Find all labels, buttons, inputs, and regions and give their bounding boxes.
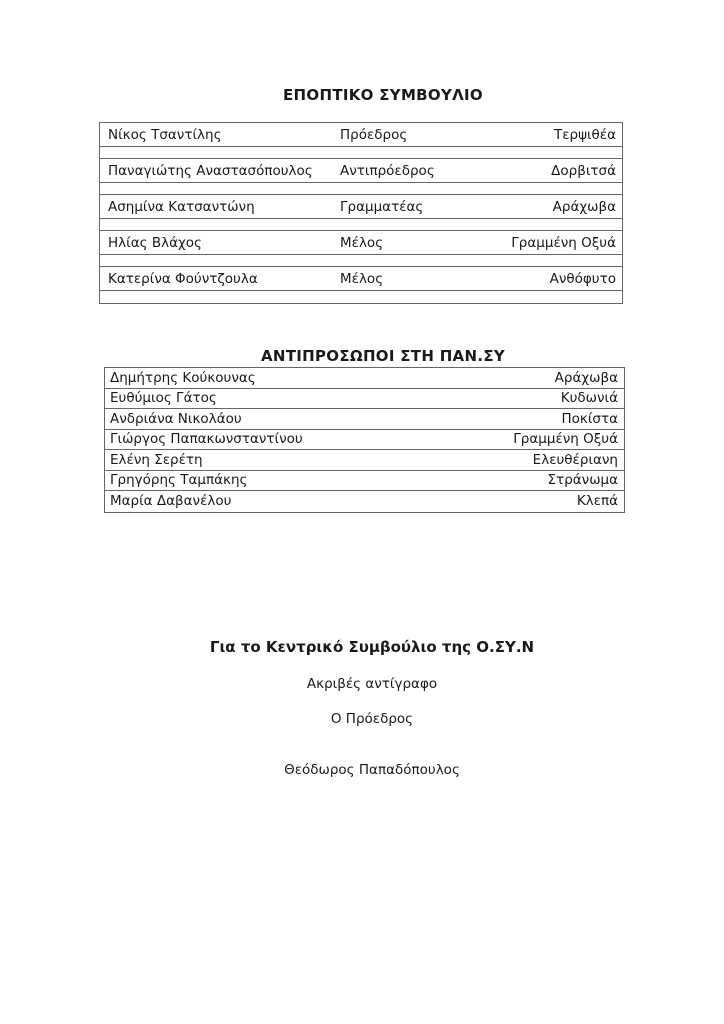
representative-name: Γρηγόρης Ταμπάκης — [110, 472, 248, 489]
table-row — [100, 159, 622, 183]
member-name: Κατερίνα Φούντζουλα — [108, 270, 258, 287]
member-name: Νίκος Τσαντίλης — [108, 126, 222, 143]
table-row — [100, 231, 622, 255]
member-role: Αντιπρόεδρος — [340, 162, 435, 179]
table-row — [100, 195, 622, 219]
member-place: Γραμμένη Οξυά — [511, 234, 616, 251]
footer-certified-copy-line: Ακριβές αντίγραφο — [306, 676, 438, 692]
representative-place: Αράχωβα — [554, 369, 618, 386]
footer-president-line: Ο Πρόεδρος — [330, 711, 414, 727]
representatives-table — [104, 367, 625, 513]
representative-place: Ελευθέριανη — [532, 451, 618, 468]
supervisory-board-title: ΕΠΟΠΤΙΚΟ ΣΥΜΒΟΥΛΙΟ — [283, 86, 483, 104]
member-role: Μέλος — [340, 270, 384, 287]
empty-row — [100, 147, 622, 159]
representative-name: Ελένη Σερέτη — [110, 451, 203, 468]
empty-row — [100, 255, 622, 267]
representative-name: Ευθύμιος Γάτος — [110, 390, 217, 407]
supervisory-board-table — [99, 122, 623, 304]
representative-place: Ποκίστα — [561, 410, 618, 427]
representative-name: Ανδριάνα Νικολάου — [110, 410, 242, 427]
representative-place: Κυδωνιά — [560, 390, 618, 407]
table-row — [105, 409, 624, 430]
member-place: Ανθόφυτο — [549, 270, 616, 287]
table-row — [105, 471, 624, 492]
member-place: Αράχωβα — [552, 198, 616, 215]
member-role: Πρόεδρος — [340, 126, 408, 143]
member-place: Δορβιτσά — [551, 162, 616, 179]
footer-central-council-line: Για το Κεντρικό Συμβούλιο της Ο.ΣΥ.Ν — [209, 638, 535, 656]
representative-place: Στράνωμα — [547, 472, 618, 489]
table-row — [105, 368, 624, 389]
empty-row — [100, 291, 622, 303]
member-name: Παναγιώτης Αναστασόπουλος — [108, 162, 313, 179]
empty-row — [100, 183, 622, 195]
member-place: Τερψιθέα — [553, 126, 616, 143]
member-role: Γραμματέας — [340, 198, 424, 215]
table-row — [105, 491, 624, 512]
representative-place: Γραμμένη Οξυά — [513, 431, 618, 448]
table-row — [100, 267, 622, 291]
member-name: Ηλίας Βλάχος — [108, 234, 202, 251]
table-row — [105, 450, 624, 471]
empty-row — [100, 219, 622, 231]
table-row — [100, 123, 622, 147]
representative-name: Γιώργος Παπακωνσταντίνου — [110, 431, 303, 448]
table-row — [105, 389, 624, 410]
member-role: Μέλος — [340, 234, 384, 251]
representative-place: Κλεπά — [576, 493, 618, 510]
footer-signatory-name: Θεόδωρος Παπαδόπουλος — [284, 762, 460, 778]
representatives-title: ΑΝΤΙΠΡΟΣΩΠΟΙ ΣΤΗ ΠΑΝ.ΣΥ — [260, 347, 506, 365]
representative-name: Δημήτρης Κούκουνας — [110, 369, 256, 386]
table-row — [105, 430, 624, 451]
representative-name: Μαρία Δαβανέλου — [110, 493, 232, 510]
member-name: Ασημίνα Κατσαντώνη — [108, 198, 255, 215]
